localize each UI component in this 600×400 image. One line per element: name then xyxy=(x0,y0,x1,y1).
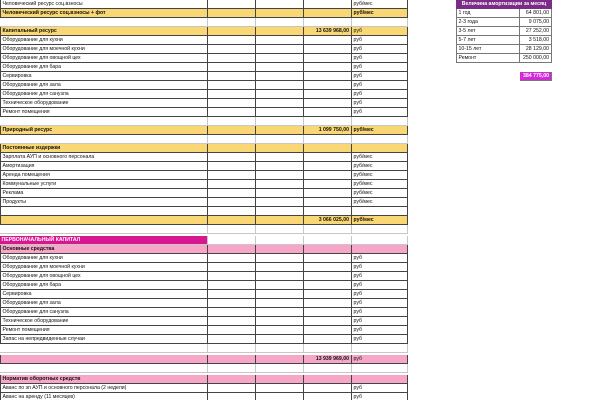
cell-label[interactable]: Постоянные издержки xyxy=(0,144,208,153)
cell[interactable] xyxy=(304,171,352,180)
cell[interactable] xyxy=(352,245,408,254)
cell[interactable] xyxy=(208,317,256,326)
cell-unit[interactable]: руб/мес xyxy=(352,198,408,207)
cell-unit[interactable]: руб xyxy=(352,108,408,117)
cell[interactable] xyxy=(256,36,304,45)
cell[interactable] xyxy=(304,225,352,234)
cell-label[interactable]: Сервировка xyxy=(0,290,208,299)
cell[interactable] xyxy=(208,171,256,180)
cell[interactable] xyxy=(208,180,256,189)
cell[interactable] xyxy=(208,27,256,36)
cell[interactable] xyxy=(304,317,352,326)
cell[interactable] xyxy=(0,355,208,364)
cell[interactable] xyxy=(352,225,408,234)
cell[interactable] xyxy=(256,54,304,63)
cell-label[interactable]: Аванс на аренду (11 месяцев) xyxy=(0,393,208,400)
cell[interactable] xyxy=(304,393,352,400)
cell[interactable] xyxy=(352,207,408,216)
cell[interactable] xyxy=(208,189,256,198)
cell[interactable] xyxy=(304,180,352,189)
cell-unit[interactable]: руб/мес xyxy=(352,0,408,9)
cell[interactable] xyxy=(304,135,352,144)
cell-unit[interactable]: руб xyxy=(352,308,408,317)
cell[interactable] xyxy=(208,290,256,299)
cell[interactable] xyxy=(256,99,304,108)
cell-unit[interactable]: руб/мес xyxy=(352,216,408,225)
cell[interactable] xyxy=(352,364,408,373)
cell-label[interactable]: Природный ресурс xyxy=(0,126,208,135)
cell[interactable] xyxy=(352,344,408,353)
cell-label[interactable]: Продукты xyxy=(0,198,208,207)
cell[interactable] xyxy=(256,72,304,81)
cell[interactable] xyxy=(304,263,352,272)
cell[interactable] xyxy=(0,344,208,353)
cell-label[interactable]: Оборудование для бара xyxy=(0,281,208,290)
cell[interactable] xyxy=(256,281,304,290)
cell-unit[interactable]: руб xyxy=(352,36,408,45)
cell[interactable] xyxy=(304,189,352,198)
cell[interactable] xyxy=(208,117,256,126)
amortization-label[interactable]: 3-5 лет xyxy=(456,27,520,36)
cell[interactable] xyxy=(208,90,256,99)
cell-label[interactable]: Человеческий ресурс соц.взносы + фот xyxy=(0,9,208,18)
cell-unit[interactable]: руб xyxy=(352,290,408,299)
cell[interactable] xyxy=(256,375,304,384)
cell[interactable] xyxy=(304,108,352,117)
cell[interactable] xyxy=(208,308,256,317)
cell-unit[interactable]: руб xyxy=(352,384,408,393)
cell[interactable] xyxy=(304,72,352,81)
cell-unit[interactable]: руб/мес xyxy=(352,189,408,198)
cell[interactable] xyxy=(304,290,352,299)
cell[interactable] xyxy=(256,180,304,189)
cell[interactable] xyxy=(256,45,304,54)
cell[interactable] xyxy=(208,207,256,216)
cell[interactable] xyxy=(256,290,304,299)
cell[interactable] xyxy=(256,245,304,254)
cell[interactable] xyxy=(304,162,352,171)
amortization-value[interactable]: 9 075,00 xyxy=(520,18,552,27)
cell-unit[interactable]: руб xyxy=(352,81,408,90)
cell[interactable] xyxy=(352,144,408,153)
cell[interactable] xyxy=(208,54,256,63)
cell-unit[interactable]: руб/мес xyxy=(352,153,408,162)
cell[interactable] xyxy=(304,384,352,393)
cell-label[interactable]: Оборудование для овощной цех xyxy=(0,272,208,281)
cell[interactable] xyxy=(256,81,304,90)
cell[interactable] xyxy=(256,135,304,144)
cell[interactable] xyxy=(256,317,304,326)
cell-unit[interactable]: руб xyxy=(352,317,408,326)
cell[interactable] xyxy=(304,198,352,207)
cell[interactable] xyxy=(208,393,256,400)
cell-label[interactable]: Основные средства xyxy=(0,245,208,254)
cell[interactable] xyxy=(208,263,256,272)
cell[interactable] xyxy=(0,135,208,144)
cell-label[interactable]: Капитальный ресурс xyxy=(0,27,208,36)
cell-label[interactable]: Амортизация xyxy=(0,162,208,171)
cell[interactable] xyxy=(304,45,352,54)
cell-total[interactable]: 13 639 968,00 xyxy=(304,27,352,36)
cell[interactable] xyxy=(304,254,352,263)
cell[interactable] xyxy=(256,126,304,135)
cell[interactable] xyxy=(208,153,256,162)
cell[interactable] xyxy=(304,144,352,153)
cell[interactable] xyxy=(208,364,256,373)
cell-unit[interactable]: руб xyxy=(352,281,408,290)
cell[interactable] xyxy=(256,254,304,263)
cell[interactable] xyxy=(256,207,304,216)
cell[interactable] xyxy=(304,272,352,281)
cell-unit[interactable]: руб/мес xyxy=(352,9,408,18)
cell-title[interactable]: ПЕРВОНАЧАЛЬНЫЙ КАПИТАЛ xyxy=(0,236,208,245)
cell-total[interactable]: 3 066 025,00 xyxy=(304,216,352,225)
cell[interactable] xyxy=(256,344,304,353)
amortization-title: Величина амортизации за месяц xyxy=(456,0,552,9)
cell-label[interactable]: Оборудование для овощной цех xyxy=(0,54,208,63)
cell-unit[interactable]: руб/мес xyxy=(352,171,408,180)
cell[interactable] xyxy=(208,81,256,90)
cell[interactable] xyxy=(256,225,304,234)
amortization-label[interactable]: 10-15 лет xyxy=(456,45,520,54)
cell-label[interactable]: Оборудование для санузла xyxy=(0,308,208,317)
cell[interactable] xyxy=(208,63,256,72)
cell-unit[interactable]: руб xyxy=(352,99,408,108)
cell[interactable] xyxy=(208,384,256,393)
cell[interactable] xyxy=(352,236,408,245)
cell[interactable] xyxy=(256,9,304,18)
cell[interactable] xyxy=(304,326,352,335)
cell-label[interactable]: Коммунальные услуги xyxy=(0,180,208,189)
cell-label[interactable]: Техническое оборудование xyxy=(0,317,208,326)
cell[interactable] xyxy=(304,344,352,353)
amortization-total[interactable]: 384 775,00 xyxy=(520,72,552,81)
amortization-label[interactable]: Ремонт xyxy=(456,54,520,63)
cell[interactable] xyxy=(304,36,352,45)
cell[interactable] xyxy=(256,384,304,393)
cell[interactable] xyxy=(208,225,256,234)
cell[interactable] xyxy=(208,0,256,9)
cell[interactable] xyxy=(256,153,304,162)
cell[interactable] xyxy=(208,216,256,225)
cell[interactable] xyxy=(0,225,208,234)
amortization-label[interactable]: 5-7 лет xyxy=(456,36,520,45)
cell-unit[interactable]: руб xyxy=(352,63,408,72)
cell[interactable] xyxy=(304,0,352,9)
cell-unit[interactable]: руб xyxy=(352,45,408,54)
cell[interactable] xyxy=(208,355,256,364)
cell[interactable] xyxy=(256,117,304,126)
cell-label[interactable]: Техническое оборудование xyxy=(0,99,208,108)
amortization-value[interactable]: 64 801,00 xyxy=(520,9,552,18)
cell-label[interactable]: Оборудование для санузла xyxy=(0,90,208,99)
cell[interactable] xyxy=(0,18,208,27)
cell[interactable] xyxy=(256,364,304,373)
cell[interactable] xyxy=(256,162,304,171)
cell[interactable] xyxy=(304,54,352,63)
cell-label[interactable]: Норматив оборотных средств xyxy=(0,375,208,384)
cell-label[interactable]: Оборудование для зала xyxy=(0,299,208,308)
cell[interactable] xyxy=(208,99,256,108)
cell[interactable] xyxy=(0,117,208,126)
cell-unit[interactable]: руб xyxy=(352,263,408,272)
cell[interactable] xyxy=(208,344,256,353)
cell-unit[interactable]: руб xyxy=(352,335,408,344)
cell[interactable] xyxy=(256,335,304,344)
cell-unit[interactable]: руб/мес xyxy=(352,126,408,135)
amortization-value[interactable]: 3 518,00 xyxy=(520,36,552,45)
cell-label[interactable]: Сервировка xyxy=(0,72,208,81)
cell-unit[interactable]: руб xyxy=(352,272,408,281)
cell[interactable] xyxy=(304,299,352,308)
cell-label[interactable]: Оборудование для моечной кухни xyxy=(0,263,208,272)
cell[interactable] xyxy=(256,355,304,364)
cell[interactable] xyxy=(0,364,208,373)
cell[interactable] xyxy=(208,281,256,290)
cell[interactable] xyxy=(352,117,408,126)
cell[interactable] xyxy=(256,27,304,36)
cell-unit[interactable]: руб xyxy=(352,355,408,364)
cell-unit[interactable]: руб xyxy=(352,299,408,308)
amortization-value[interactable]: 28 129,00 xyxy=(520,45,552,54)
cell[interactable] xyxy=(256,198,304,207)
amortization-value[interactable]: 27 252,00 xyxy=(520,27,552,36)
cell[interactable] xyxy=(352,18,408,27)
cell[interactable] xyxy=(208,254,256,263)
cell-label[interactable]: Аванс по зп АУП и основного персонала (2 недели) xyxy=(0,384,208,393)
cell-unit[interactable]: руб xyxy=(352,326,408,335)
cell[interactable] xyxy=(256,189,304,198)
cell[interactable] xyxy=(208,375,256,384)
cell[interactable] xyxy=(256,308,304,317)
cell[interactable] xyxy=(304,335,352,344)
cell[interactable] xyxy=(256,299,304,308)
cell[interactable] xyxy=(208,108,256,117)
cell[interactable] xyxy=(304,90,352,99)
cell-label[interactable]: Оборудование для кухни xyxy=(0,36,208,45)
cell-unit[interactable]: руб xyxy=(352,54,408,63)
cell[interactable] xyxy=(352,375,408,384)
cell[interactable] xyxy=(208,135,256,144)
cell[interactable] xyxy=(208,144,256,153)
cell[interactable] xyxy=(208,162,256,171)
cell-unit[interactable]: руб/мес xyxy=(352,162,408,171)
amortization-value[interactable]: 250 000,00 xyxy=(520,54,552,63)
cell[interactable] xyxy=(304,245,352,254)
cell[interactable] xyxy=(304,153,352,162)
cell[interactable] xyxy=(208,45,256,54)
cell[interactable] xyxy=(304,9,352,18)
cell-unit[interactable]: руб xyxy=(352,393,408,400)
cell[interactable] xyxy=(208,36,256,45)
cell[interactable] xyxy=(256,263,304,272)
cell[interactable] xyxy=(0,207,208,216)
cell[interactable] xyxy=(304,236,352,245)
cell-unit[interactable]: руб xyxy=(352,72,408,81)
cell[interactable] xyxy=(256,236,304,245)
cell[interactable] xyxy=(256,216,304,225)
cell-label[interactable]: Человеческий ресурс соц.взносы xyxy=(0,0,208,9)
cell[interactable] xyxy=(304,364,352,373)
cell[interactable] xyxy=(208,245,256,254)
cell[interactable] xyxy=(208,18,256,27)
cell-label[interactable]: Оборудование для зала xyxy=(0,81,208,90)
amortization-label[interactable]: 2-3 года xyxy=(456,18,520,27)
cell-unit[interactable]: руб xyxy=(352,90,408,99)
cell[interactable] xyxy=(352,135,408,144)
cell[interactable] xyxy=(304,81,352,90)
cell[interactable] xyxy=(208,326,256,335)
cell[interactable] xyxy=(256,326,304,335)
cell-label[interactable]: Ремонт помещения xyxy=(0,108,208,117)
amortization-label[interactable]: 1 год xyxy=(456,9,520,18)
cell[interactable] xyxy=(304,281,352,290)
cell[interactable] xyxy=(304,117,352,126)
cell[interactable] xyxy=(208,9,256,18)
cell-total[interactable]: 1 099 750,00 xyxy=(304,126,352,135)
cell[interactable] xyxy=(256,90,304,99)
cell-label[interactable]: Аренда помещения xyxy=(0,171,208,180)
cell[interactable] xyxy=(304,308,352,317)
cell[interactable] xyxy=(208,198,256,207)
cell-label[interactable]: Ремонт помещения xyxy=(0,326,208,335)
cell[interactable] xyxy=(256,272,304,281)
cell[interactable] xyxy=(208,335,256,344)
cell[interactable] xyxy=(304,99,352,108)
cell[interactable] xyxy=(0,216,208,225)
cell[interactable] xyxy=(256,393,304,400)
cell-label[interactable]: Зарплата АУП и основного персонала xyxy=(0,153,208,162)
cell[interactable] xyxy=(256,171,304,180)
cell[interactable] xyxy=(304,18,352,27)
cell[interactable] xyxy=(304,207,352,216)
cell-unit[interactable]: руб xyxy=(352,254,408,263)
cell[interactable] xyxy=(208,126,256,135)
cell[interactable] xyxy=(256,0,304,9)
cell-label[interactable]: Оборудование для кухни xyxy=(0,254,208,263)
cell[interactable] xyxy=(304,63,352,72)
cell[interactable] xyxy=(208,236,256,245)
cell[interactable] xyxy=(256,63,304,72)
cell[interactable] xyxy=(256,144,304,153)
cell[interactable] xyxy=(208,272,256,281)
cell-label[interactable]: Реклама xyxy=(0,189,208,198)
cell[interactable] xyxy=(256,18,304,27)
cell-label[interactable]: Оборудование для бара xyxy=(0,63,208,72)
cell-total[interactable]: 13 939 969,00 xyxy=(304,355,352,364)
cell[interactable] xyxy=(304,375,352,384)
cell-unit[interactable]: руб/мес xyxy=(352,180,408,189)
cell[interactable] xyxy=(256,108,304,117)
cell-unit[interactable]: руб xyxy=(352,27,408,36)
cell[interactable] xyxy=(208,72,256,81)
cell-label[interactable]: Оборудование для моечной кухни xyxy=(0,45,208,54)
cell-label[interactable]: Запас на непредвиденные случаи xyxy=(0,335,208,344)
cell[interactable] xyxy=(208,299,256,308)
